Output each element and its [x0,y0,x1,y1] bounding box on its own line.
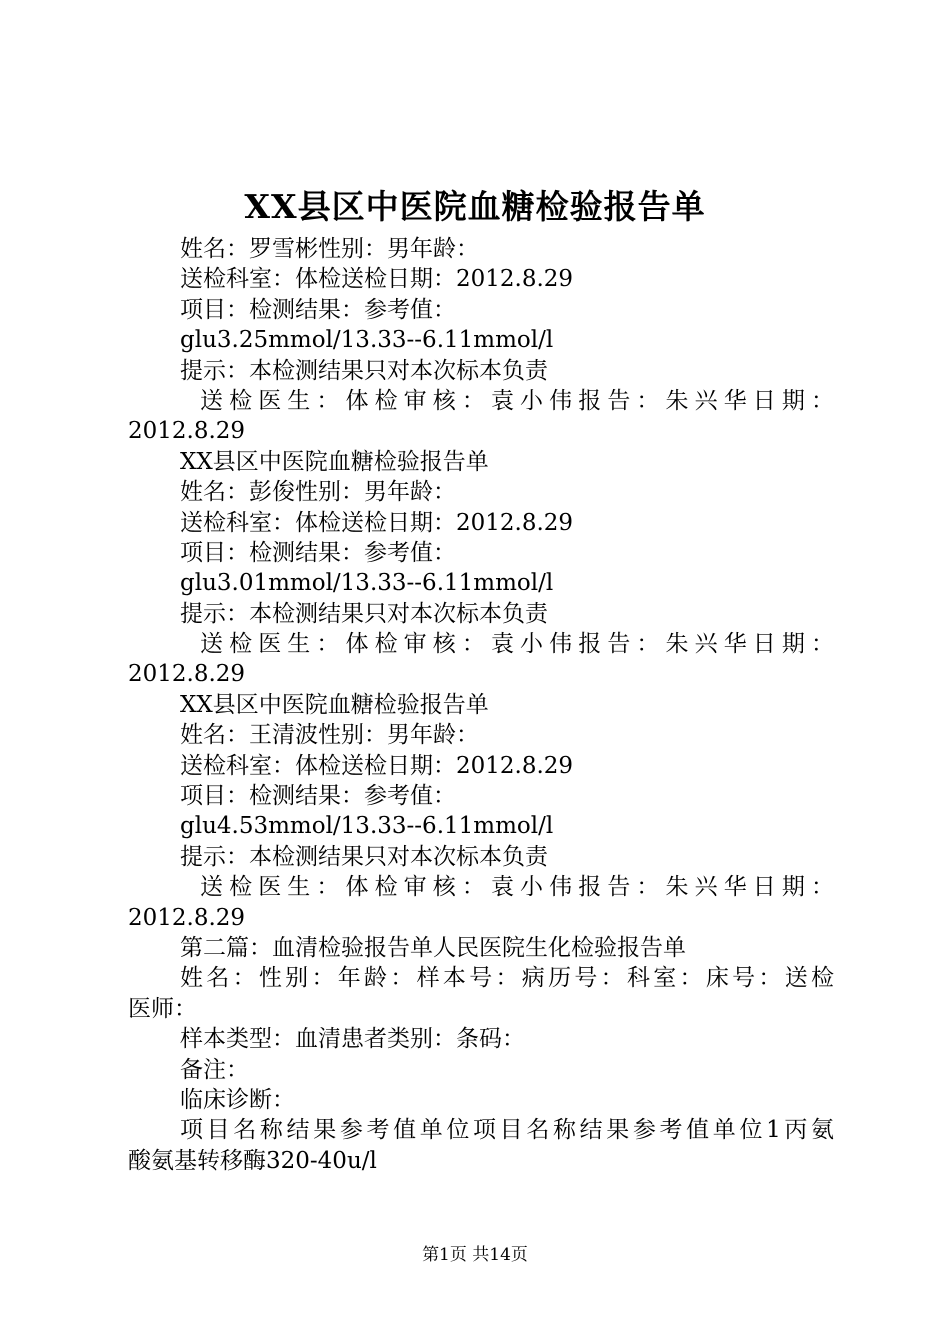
text-line: 提示：本检测结果只对本次标本负责 [180,843,548,870]
text-line: 临床诊断： [180,1086,295,1113]
text-line: glu3.25mmol/13.33--6.11mmol/l [180,327,554,354]
document-title: XX县区中医院血糖检验报告单 [244,187,706,226]
text-line: 样本类型：血清患者类别：条码： [180,1026,525,1053]
text-line: XX县区中医院血糖检验报告单 [180,691,489,718]
text-line: 项目：检测结果：参考值： [180,783,456,810]
text-line: 提示：本检测结果只对本次标本负责 [180,600,548,627]
text-line: 送检医生：体检审核：袁小伟报告：朱兴华日期： [200,631,834,658]
text-line: 2012.8.29 [128,661,246,688]
text-line: 第二篇：血清检验报告单人民医院生化检验报告单 [180,934,686,961]
text-line: XX县区中医院血糖检验报告单 [180,448,489,475]
text-line: 2012.8.29 [128,904,246,931]
text-line: 姓名：彭俊性别：男年龄： [180,479,456,506]
text-line: glu4.53mmol/13.33--6.11mmol/l [180,813,554,840]
text-line: 姓名：王清波性别：男年龄： [180,722,479,749]
text-line: glu3.01mmol/13.33--6.11mmol/l [180,570,554,597]
text-line: 送检科室：体检送检日期：2012.8.29 [180,266,574,293]
text-line: 项目名称结果参考值单位项目名称结果参考值单位1丙氨 [180,1117,834,1144]
page-footer: 第1页 共14页 [422,1245,528,1265]
text-line: 姓名：罗雪彬性别：男年龄： [180,236,479,262]
text-line: 医师： [128,995,197,1022]
text-line: 酸氨基转移酶320-40u/l [128,1147,377,1174]
text-line: 送检医生：体检审核：袁小伟报告：朱兴华日期： [200,387,834,414]
text-line: 备注： [180,1056,249,1083]
text-line: 项目：检测结果：参考值： [180,296,456,323]
text-line: 项目：检测结果：参考值： [180,539,456,566]
text-line: 送检医生：体检审核：袁小伟报告：朱兴华日期： [200,874,834,901]
text-line: 送检科室：体检送检日期：2012.8.29 [180,752,574,779]
text-line: 提示：本检测结果只对本次标本负责 [180,357,548,384]
text-line: 送检科室：体检送检日期：2012.8.29 [180,509,574,536]
document-body [128,234,834,1176]
text-line: 姓名：性别：年龄：样本号：病历号：科室：床号：送检 [180,965,834,992]
text-line: 2012.8.29 [128,418,246,445]
